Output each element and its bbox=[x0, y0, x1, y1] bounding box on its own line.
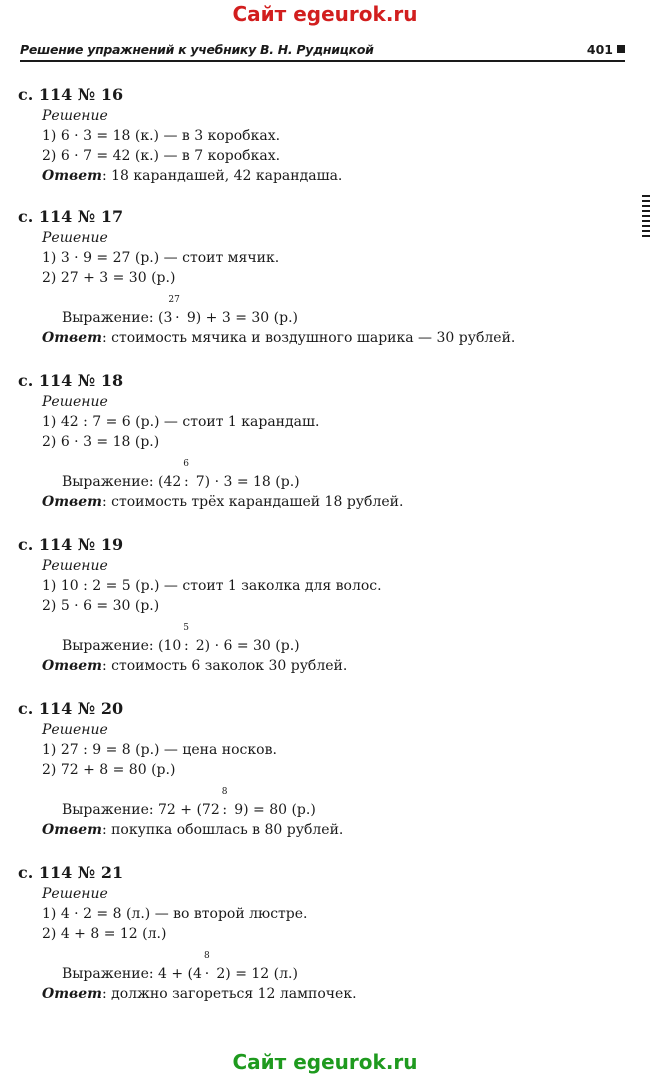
expression-text: 2) · 6 = 30 (р.) bbox=[191, 638, 300, 654]
expression-line bbox=[62, 623, 618, 656]
intermediate-result-mark: 27 bbox=[168, 295, 180, 305]
answer-text: : стоимость мячика и воздушного шарика — 30 рублей. bbox=[101, 330, 516, 346]
intermediate-result-mark: 6 bbox=[183, 459, 190, 469]
answer-label: Ответ bbox=[42, 168, 102, 184]
expression-line bbox=[62, 951, 618, 984]
operator-with-mark: : 5 bbox=[183, 623, 190, 654]
solution-label: Решение bbox=[42, 722, 108, 738]
expression-line bbox=[62, 295, 618, 328]
solution-step: 2) 5 · 6 = 30 (р.) bbox=[42, 598, 160, 614]
expression-text: Выражение: (42 bbox=[62, 474, 182, 490]
answer-text: : стоимость 6 заколок 30 рублей. bbox=[101, 658, 348, 674]
header-title: Решение упражнений к учебнику В. Н. Рудницкой bbox=[20, 42, 374, 57]
answer-line bbox=[42, 492, 618, 512]
answer-label: Ответ bbox=[42, 494, 102, 510]
exercise-16 bbox=[18, 84, 618, 186]
exercise-21 bbox=[18, 862, 618, 1004]
answer-line bbox=[42, 820, 618, 840]
answer-line bbox=[42, 166, 618, 186]
expression-text: Выражение: (3 bbox=[62, 310, 173, 326]
solution-label: Решение bbox=[42, 394, 108, 410]
solution-step: 1) 10 : 2 = 5 (р.) — стоит 1 заколка для волос. bbox=[42, 578, 382, 594]
header-square-icon bbox=[617, 45, 625, 53]
answer-label: Ответ bbox=[42, 330, 102, 346]
intermediate-result-mark: 5 bbox=[183, 623, 190, 633]
expression-line bbox=[62, 459, 618, 492]
exercise-17 bbox=[18, 206, 618, 348]
solution-step: 1) 3 · 9 = 27 (р.) — стоит мячик. bbox=[42, 250, 280, 266]
exercise-title: с. 114 № 21 bbox=[18, 863, 124, 882]
expression-text: Выражение: 72 + (72 bbox=[62, 802, 220, 818]
solution-step: 1) 4 · 2 = 8 (л.) — во второй люстре. bbox=[42, 906, 308, 922]
exercise-19 bbox=[18, 534, 618, 676]
operator-with-mark: : 6 bbox=[183, 459, 190, 490]
expression-text: Выражение: (10 bbox=[62, 638, 182, 654]
solution-step: 1) 42 : 7 = 6 (р.) — стоит 1 карандаш. bbox=[42, 414, 320, 430]
solution-step: 2) 27 + 3 = 30 (р.) bbox=[42, 270, 176, 286]
answer-text: : должно загореться 12 лампочек. bbox=[101, 986, 357, 1002]
solution-step: 2) 4 + 8 = 12 (л.) bbox=[42, 926, 167, 942]
exercise-title: с. 114 № 19 bbox=[18, 535, 124, 554]
operator-with-mark: : 8 bbox=[221, 787, 228, 818]
exercise-title: с. 114 № 17 bbox=[18, 207, 124, 226]
solution-step: 2) 6 · 7 = 42 (к.) — в 7 коробках. bbox=[42, 148, 281, 164]
answer-label: Ответ bbox=[42, 986, 102, 1002]
site-watermark-top: Сайт egeurok.ru bbox=[232, 2, 418, 26]
expression-text: 9) = 80 (р.) bbox=[229, 802, 316, 818]
operator-with-mark: · 8 bbox=[203, 951, 210, 982]
intermediate-result-mark: 8 bbox=[221, 787, 228, 797]
page-header bbox=[20, 42, 625, 64]
side-thumb-index bbox=[642, 195, 650, 240]
page-number: 401 bbox=[586, 42, 613, 57]
expression-line bbox=[62, 787, 618, 820]
answer-text: : покупка обошлась в 80 рублей. bbox=[101, 822, 344, 838]
expression-text: 2) = 12 (л.) bbox=[211, 966, 298, 982]
expression-text: 9) + 3 = 30 (р.) bbox=[182, 310, 298, 326]
solution-label: Решение bbox=[42, 558, 108, 574]
answer-line bbox=[42, 984, 618, 1004]
header-rule bbox=[20, 60, 625, 62]
solution-label: Решение bbox=[42, 886, 108, 902]
answer-text: : 18 карандашей, 42 карандаша. bbox=[101, 168, 343, 184]
exercise-title: с. 114 № 16 bbox=[18, 85, 124, 104]
solution-step: 1) 6 · 3 = 18 (к.) — в 3 коробках. bbox=[42, 128, 281, 144]
intermediate-result-mark: 8 bbox=[203, 951, 210, 961]
solution-step: 2) 6 · 3 = 18 (р.) bbox=[42, 434, 160, 450]
expression-text: Выражение: 4 + (4 bbox=[62, 966, 202, 982]
answer-line bbox=[42, 328, 618, 348]
answer-text: : стоимость трёх карандашей 18 рублей. bbox=[101, 494, 404, 510]
answer-line bbox=[42, 656, 618, 676]
solution-label: Решение bbox=[42, 108, 108, 124]
exercise-18 bbox=[18, 370, 618, 512]
solution-step: 2) 72 + 8 = 80 (р.) bbox=[42, 762, 176, 778]
answer-label: Ответ bbox=[42, 822, 102, 838]
exercise-title: с. 114 № 18 bbox=[18, 371, 124, 390]
exercise-title: с. 114 № 20 bbox=[18, 699, 124, 718]
expression-text: 7) · 3 = 18 (р.) bbox=[191, 474, 300, 490]
site-watermark-bottom: Сайт egeurok.ru bbox=[232, 1050, 418, 1074]
exercise-20 bbox=[18, 698, 618, 840]
solution-step: 1) 27 : 9 = 8 (р.) — цена носков. bbox=[42, 742, 277, 758]
answer-label: Ответ bbox=[42, 658, 102, 674]
operator-with-mark: · 27 bbox=[168, 295, 180, 326]
solution-label: Решение bbox=[42, 230, 108, 246]
